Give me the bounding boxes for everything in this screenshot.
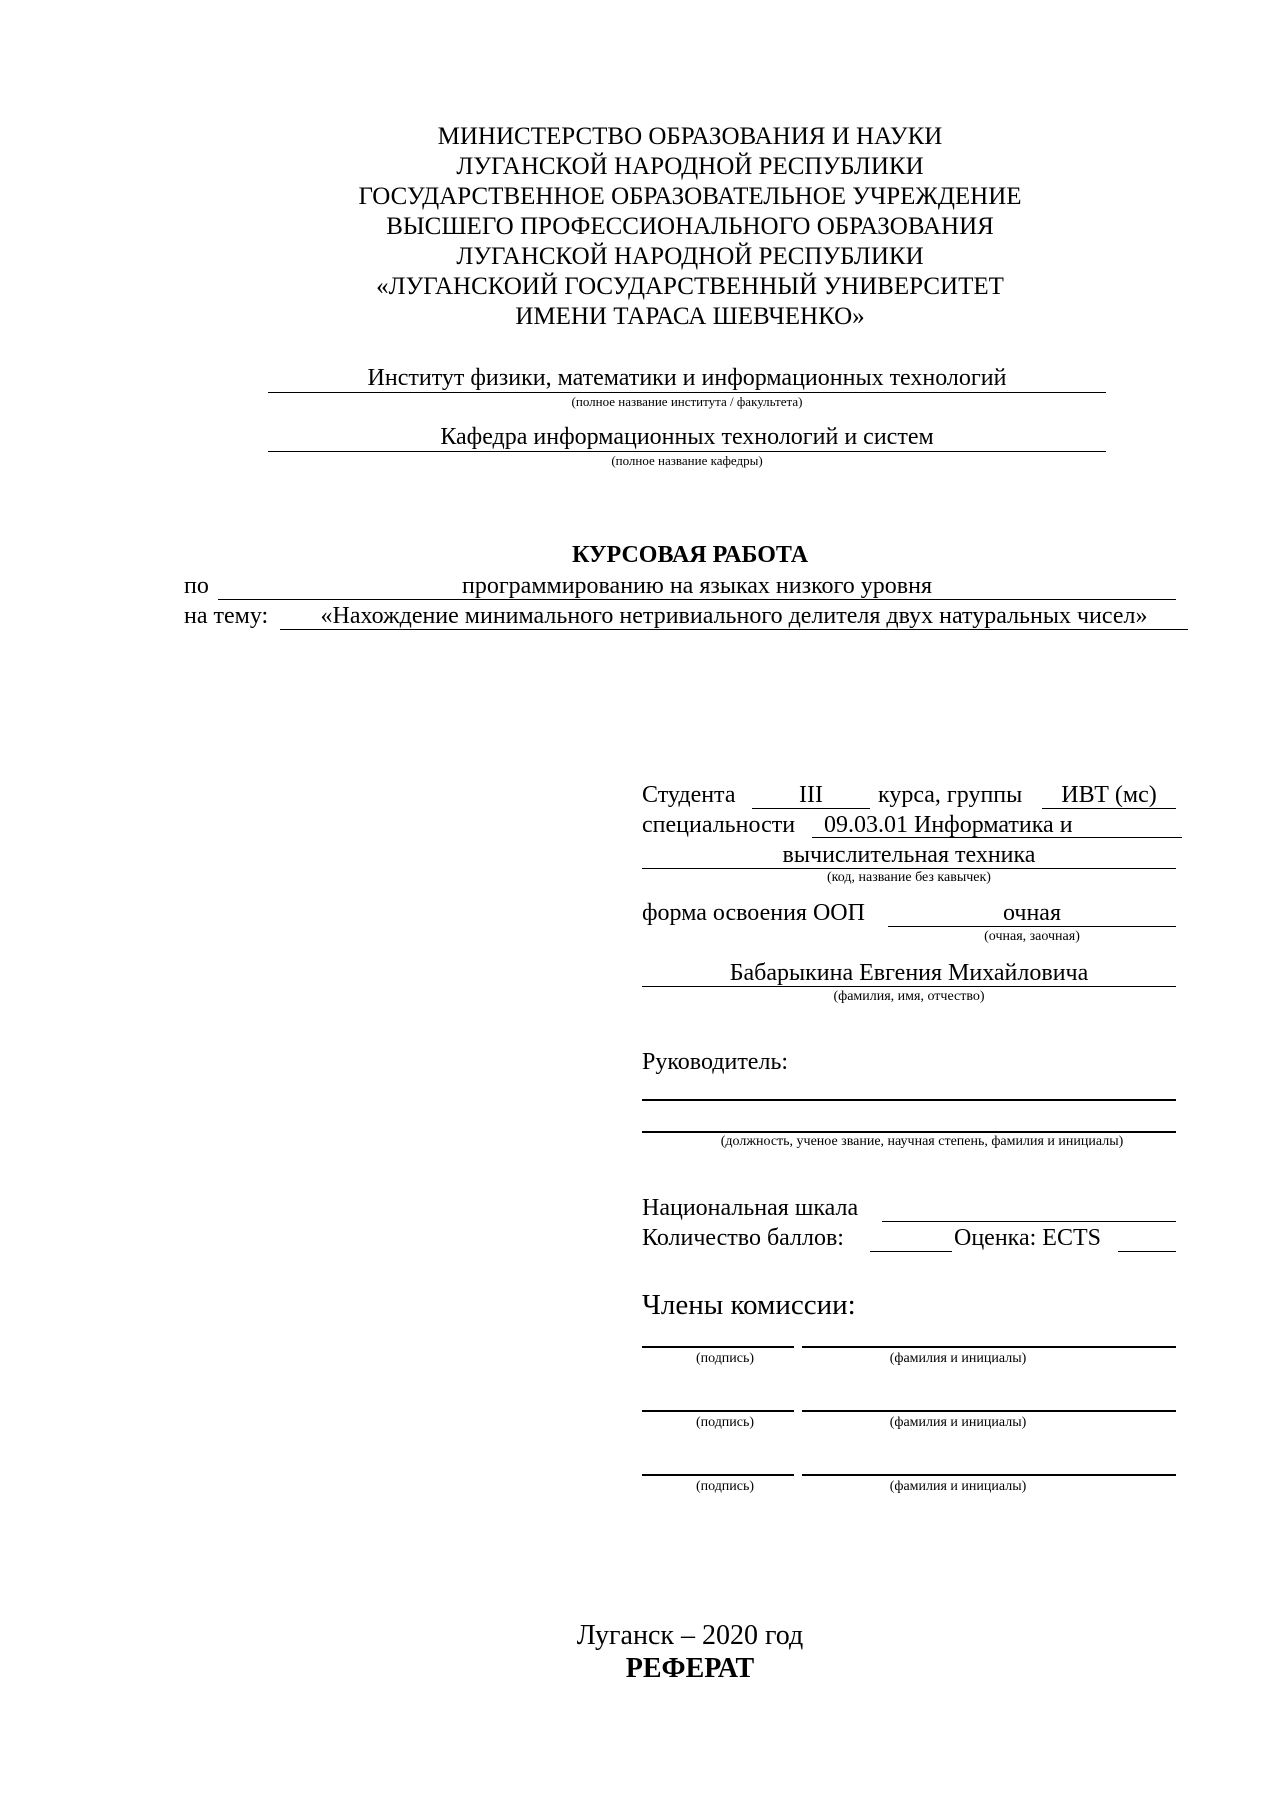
supervisor-caption: (должность, ученое звание, научная степень, фамилия и инициалы) bbox=[720, 1134, 1124, 1149]
specialty-row bbox=[642, 810, 1182, 840]
group-value: ИВТ (мс) bbox=[1042, 780, 1176, 809]
ministry-header bbox=[0, 122, 1280, 332]
study-form-label: форма освоения ООП bbox=[642, 900, 865, 926]
student-full-name: Бабарыкина Евгения Михайловича bbox=[642, 958, 1176, 987]
institute-caption: (полное название института / факультета) bbox=[571, 394, 803, 409]
specialty-caption: (код, название без кавычек) bbox=[827, 870, 991, 885]
student-name-caption: (фамилия, имя, отчество) bbox=[833, 989, 985, 1004]
member-name-line bbox=[802, 1346, 1176, 1348]
commission-title: Члены комиссии: bbox=[642, 1289, 856, 1321]
study-form-caption: (очная, заочная) bbox=[984, 929, 1080, 944]
specialty-line-1: 09.03.01 Информатика и bbox=[812, 810, 1182, 838]
header-line: ИМЕНИ ТАРАСА ШЕВЧЕНКО» bbox=[515, 303, 865, 330]
course-group-label: курса, группы bbox=[878, 782, 1023, 808]
points-blank bbox=[870, 1223, 952, 1252]
supervisor-label: Руководитель: bbox=[642, 1049, 789, 1075]
student-course-row bbox=[642, 780, 1176, 810]
signature-line bbox=[642, 1474, 794, 1476]
institute-name: Институт физики, математики и информационных технологий bbox=[268, 362, 1106, 393]
member-name-caption: (фамилия и инициалы) bbox=[889, 1479, 1027, 1494]
next-section-heading: РЕФЕРАТ bbox=[625, 1653, 755, 1684]
supervisor-line-2 bbox=[642, 1131, 1176, 1133]
study-form-value: очная bbox=[888, 898, 1176, 927]
city-year: Луганск – 2020 год bbox=[576, 1620, 804, 1651]
specialty-row-2 bbox=[642, 840, 1176, 870]
subject-label: по bbox=[184, 573, 209, 599]
header-line: ГОСУДАРСТВЕННОЕ ОБРАЗОВАТЕЛЬНОЕ УЧРЕЖДЕНИЕ bbox=[358, 183, 1022, 210]
member-name-caption: (фамилия и инициалы) bbox=[889, 1415, 1027, 1430]
subject-value: программированию на языках низкого уровня bbox=[218, 571, 1176, 600]
department-name: Кафедра информационных технологий и систем bbox=[268, 421, 1106, 452]
member-name-caption: (фамилия и инициалы) bbox=[889, 1351, 1027, 1366]
national-scale-label: Национальная шкала bbox=[642, 1195, 859, 1221]
signature-caption: (подпись) bbox=[695, 1479, 755, 1494]
work-title: КУРСОВАЯ РАБОТА bbox=[571, 542, 809, 568]
signature-line bbox=[642, 1410, 794, 1412]
student-label: Студента bbox=[642, 782, 736, 808]
header-line: «ЛУГАНСКОИЙ ГОСУДАРСТВЕННЫЙ УНИВЕРСИТЕТ bbox=[376, 273, 1004, 300]
topic-row bbox=[184, 601, 1194, 631]
header-line: ЛУГАНСКОЙ НАРОДНОЙ РЕСПУБЛИКИ bbox=[456, 243, 924, 270]
points-label: Количество баллов: bbox=[642, 1225, 844, 1251]
student-name-row bbox=[642, 958, 1176, 988]
topic-label: на тему: bbox=[184, 603, 269, 629]
subject-row bbox=[184, 571, 1176, 601]
member-name-line bbox=[802, 1474, 1176, 1476]
specialty-line-2: вычислительная техника bbox=[642, 840, 1176, 869]
ects-blank bbox=[1118, 1223, 1176, 1252]
header-line: ВЫСШЕГО ПРОФЕССИОНАЛЬНОГО ОБРАЗОВАНИЯ bbox=[386, 213, 994, 240]
header-line: ЛУГАНСКОЙ НАРОДНОЙ РЕСПУБЛИКИ bbox=[456, 153, 924, 180]
signature-caption: (подпись) bbox=[695, 1351, 755, 1366]
study-form-row bbox=[642, 898, 1176, 928]
points-row bbox=[642, 1223, 1176, 1253]
header-line: МИНИСТЕРСТВО ОБРАЗОВАНИЯ И НАУКИ bbox=[437, 123, 943, 150]
signature-line bbox=[642, 1346, 794, 1348]
member-name-line bbox=[802, 1410, 1176, 1412]
course-value: III bbox=[752, 780, 870, 809]
ects-label: Оценка: ECTS bbox=[954, 1225, 1101, 1251]
topic-value: «Нахождение минимального нетривиального делителя двух натуральных чисел» bbox=[280, 601, 1188, 630]
national-scale-blank bbox=[882, 1193, 1176, 1222]
department-caption: (полное название кафедры) bbox=[611, 453, 763, 468]
specialty-label: специальности bbox=[642, 812, 796, 838]
supervisor-line-1 bbox=[642, 1099, 1176, 1101]
national-scale-row bbox=[642, 1193, 1176, 1223]
signature-caption: (подпись) bbox=[695, 1415, 755, 1430]
